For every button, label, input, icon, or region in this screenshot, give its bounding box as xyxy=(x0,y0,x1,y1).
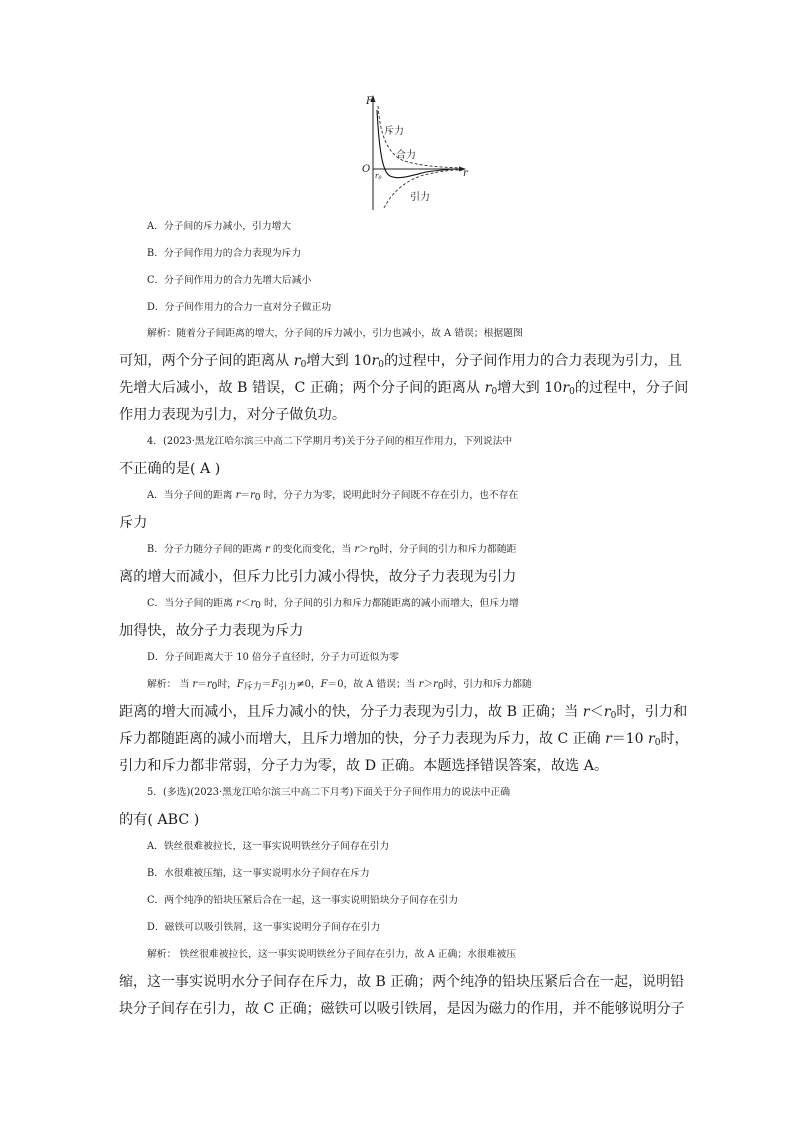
force-graph-svg xyxy=(340,92,490,214)
repulsion-label: 斥力 xyxy=(384,126,404,137)
q4-option-d: D．分子间距离大于 10 倍分子直径时，分子力可近似为零 xyxy=(147,652,399,663)
f-axis-label: F xyxy=(366,96,373,107)
q4-analysis-line2: 距离的增大而减小，且斥力减小的快，分子力表现为引力，故 B 正确；当 $r<r_0$时，引力和 xyxy=(119,704,688,721)
q3-option-d: D．分子间作用力的合力一直对分子做正功 xyxy=(147,302,332,313)
q3-option-b: B．分子间作用力的合力表现为斥力 xyxy=(147,248,302,259)
resultant-label: 合力 xyxy=(396,150,416,161)
q4-stem-line1: 4．(2023·黑龙江哈尔滨三中高二下学期月考)关于分子间的相互作用力，下列说法中 xyxy=(147,436,513,447)
q3-option-a: A．分子间的斥力减小，引力增大 xyxy=(147,221,292,232)
q3-analysis-line2: 可知，两个分子间的距离从 $r_0$增大到 $10r_0$的过程中，分子间作用力的合力表现为引力，且 xyxy=(119,353,682,370)
q4-option-a-line1: A．当分子间的距离 $r=r_0$ 时，分子力为零，说明此时分子间既不存在引力，也不存在 xyxy=(147,490,519,503)
q3-analysis-line4: 作用力表现为引力，对分子做负功。 xyxy=(119,407,347,423)
q5-analysis-line3: 块分子间存在引力，故 C 正确；磁铁可以吸引铁屑，是因为磁力的作用，并不能够说明分子 xyxy=(119,1001,685,1017)
r-axis-label: r xyxy=(463,168,468,179)
q5-analysis-line1: 解析： 铁丝很难被拉长，这一事实说明铁丝分子间存在引力，故 A 正确；水很难被压 xyxy=(147,949,517,960)
q5-option-d: D．磁铁可以吸引铁屑，这一事实说明分子间存在引力 xyxy=(147,922,381,933)
q4-analysis-line4: 引力和斥力都非常弱，分子力为零，故 D 正确。本题选择错误答案，故选 A。 xyxy=(119,758,609,774)
q3-option-c: C．分子间作用力的合力先增大后减小 xyxy=(147,275,312,286)
q4-analysis-line3: 斥力都随距离的减小而增大，且斥力增加的快，分子力表现为斥力，故 C 正确 r＝10 $r_0$时， xyxy=(119,731,689,748)
q4-option-c-line1: C．当分子间的距离 $r<r_0$ 时，分子间的引力和斥力都随距离的减小而增大，但斥力增 xyxy=(147,598,519,611)
r0-label: r0 xyxy=(375,172,382,181)
q4-option-a-line2: 斥力 xyxy=(119,515,148,531)
origin-label: O xyxy=(362,164,371,175)
force-distance-graph xyxy=(340,92,490,214)
q5-option-a: A．铁丝很难被拉长，这一事实说明铁丝分子间存在引力 xyxy=(147,841,390,852)
q4-option-b-line2: 离的增大而减小，但斥力比引力减小得快，故分子力表现为引力 xyxy=(119,569,517,585)
q5-stem-line1: 5．(多选)(2023·黑龙江哈尔滨三中高二下月考)下面关于分子间作用力的说法中正确 xyxy=(147,787,511,798)
q5-analysis-line2: 缩，这一事实说明水分子间存在斥力，故 B 正确；两个纯净的铅块压紧后合在一起，说明铅 xyxy=(119,974,685,990)
q5-option-b: B．水很难被压缩，这一事实说明水分子间存在斥力 xyxy=(147,868,370,879)
q5-option-c: C．两个纯净的铅块压紧后合在一起，这一事实说明铅块分子间存在引力 xyxy=(147,895,459,906)
repulsion-curve xyxy=(378,106,460,168)
q4-analysis-line1: 解析： 当 $r=r_0$时，$F_{斥力}=F_{引力}\ne 0$，F＝0，故 A 错误；当 $r>r_0$时，引力和斥力都随 xyxy=(147,679,532,692)
q4-option-b-line1: B．分子力随分子间的距离 r 的变化而变化，当 $r>r_0$时，分子间的引力和斥力都随距 xyxy=(147,544,517,557)
q4-option-c-line2: 加得快，故分子力表现为斥力 xyxy=(119,623,304,639)
q3-analysis-line3: 先增大后减小，故 B 错误，C 正确；两个分子间的距离从 $r_0$增大到 $10r_0$的过程中，分子间 xyxy=(119,380,689,397)
q3-analysis-line1: 解析：随着分子间距离的增大，分子间的斥力减小，引力也减小，故 A 错误；根据题图 xyxy=(147,328,523,339)
attraction-label: 引力 xyxy=(410,192,430,203)
q5-stem-line2: 的有( ABC ) xyxy=(119,812,200,828)
q4-stem-line2: 不正确的是( A ) xyxy=(119,461,221,477)
